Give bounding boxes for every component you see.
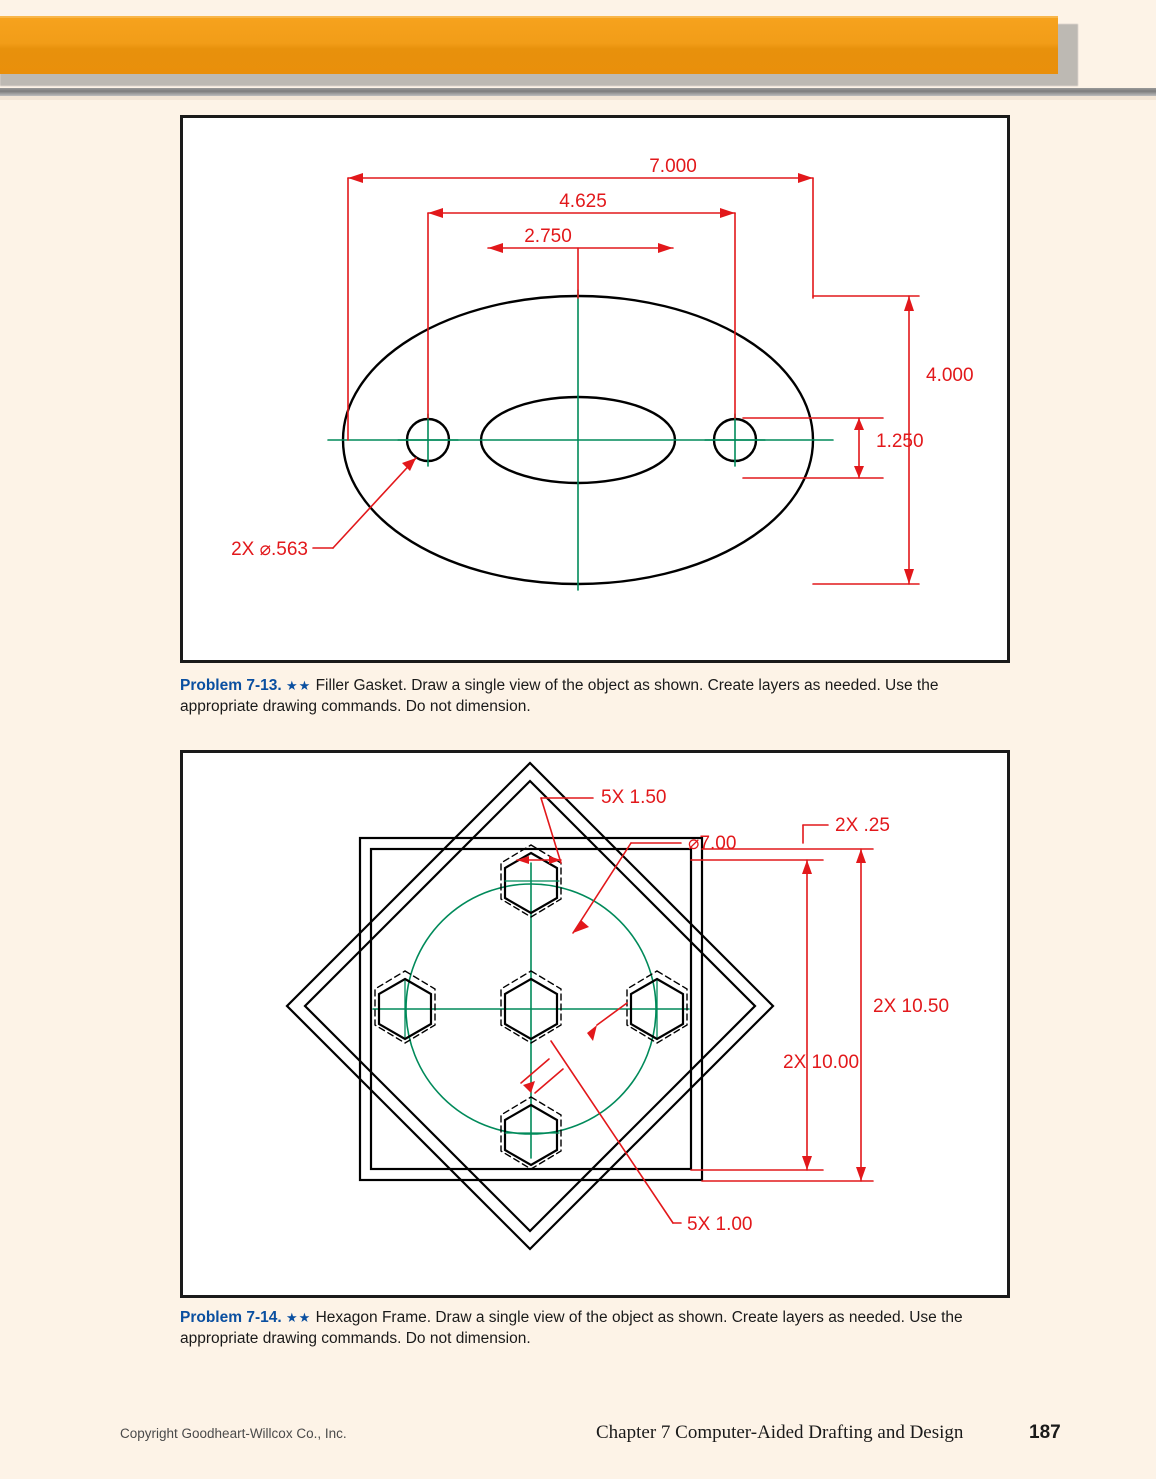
arrow-2750-left [488,243,503,253]
arrow-inner-square-top [802,860,812,874]
header-bar [0,16,1058,74]
dim-inner-height: 1.250 [876,431,924,452]
dim-frame-thickness: 2X .25 [835,815,890,836]
caption-text-2: Hexagon Frame. Draw a single view of the object as shown. Create layers as needed. Use the appropriate drawing commands. Do not dimension. [180,1309,963,1347]
caption-label-2: Problem 7-14. [180,1309,282,1326]
arrow-4000-top [904,296,914,311]
arrow-bolt-circle [573,920,589,933]
arrow-inner-square-bottom [802,1156,812,1170]
caption-label-1: Problem 7-13. [180,677,282,694]
arrow-7000-left [348,173,363,183]
arrow-4625-right [720,208,735,218]
dim-hex-across: 5X 1.50 [601,787,667,808]
arrow-1250-top [854,418,864,430]
arrow-4625-left [428,208,443,218]
page-footer [0,1420,1156,1460]
hex-small-extra [597,1003,627,1025]
dim-overall-height: 4.000 [926,365,974,386]
arrow-leader-hole [402,458,416,471]
footer-copyright: Copyright Goodheart-Willcox Co., Inc. [120,1426,347,1441]
leader-hex-small [551,1041,673,1223]
drawing-filler-gasket [183,118,1007,660]
dim-outer-square: 2X 10.50 [873,996,950,1017]
page-header-band [0,0,1156,100]
caption-stars-2: ★★ [285,1310,312,1325]
leader-bolt-circle [573,843,631,933]
header-rule [0,88,1156,96]
dim-hex-small: 5X 1.00 [687,1214,753,1235]
leader-hole [333,458,416,548]
arrow-4000-bottom [904,569,914,584]
hex-small-tick-a [521,1059,549,1083]
arrow-1250-bottom [854,466,864,478]
caption-figure-1 [180,676,1010,718]
dim-inner-width: 2.750 [524,226,572,247]
arrow-outer-square-top [856,849,866,863]
hex-small-tick-b [535,1069,563,1093]
caption-text-1: Filler Gasket. Draw a single view of the object as shown. Create layers as needed. Use the appropriate drawing commands. Do not dimension. [180,677,939,715]
dim-bolt-circle: ⌀7.00 [688,833,737,854]
arrow-7000-right [798,173,813,183]
dim-inner-square: 2X 10.00 [783,1052,860,1073]
footer-page-number: 187 [1029,1422,1061,1443]
figure-hexagon-frame [180,750,1010,1298]
header-rule-inner [0,96,1156,100]
figure-filler-gasket [180,115,1010,663]
arrow-hex-small-a [523,1081,535,1093]
arrow-hex-small-b [587,1025,597,1041]
footer-chapter-title: Chapter 7 Computer-Aided Drafting and Design [596,1422,964,1443]
dim-mid-width: 4.625 [559,191,607,212]
dim-overall-width: 7.000 [649,156,697,177]
caption-stars-1: ★★ [285,678,312,693]
dim-hole-note: 2X ⌀.563 [231,539,308,560]
arrow-2750-right [658,243,673,253]
drawing-hexagon-frame [183,753,1007,1295]
caption-figure-2 [180,1308,1010,1350]
arrow-outer-square-bottom [856,1167,866,1181]
